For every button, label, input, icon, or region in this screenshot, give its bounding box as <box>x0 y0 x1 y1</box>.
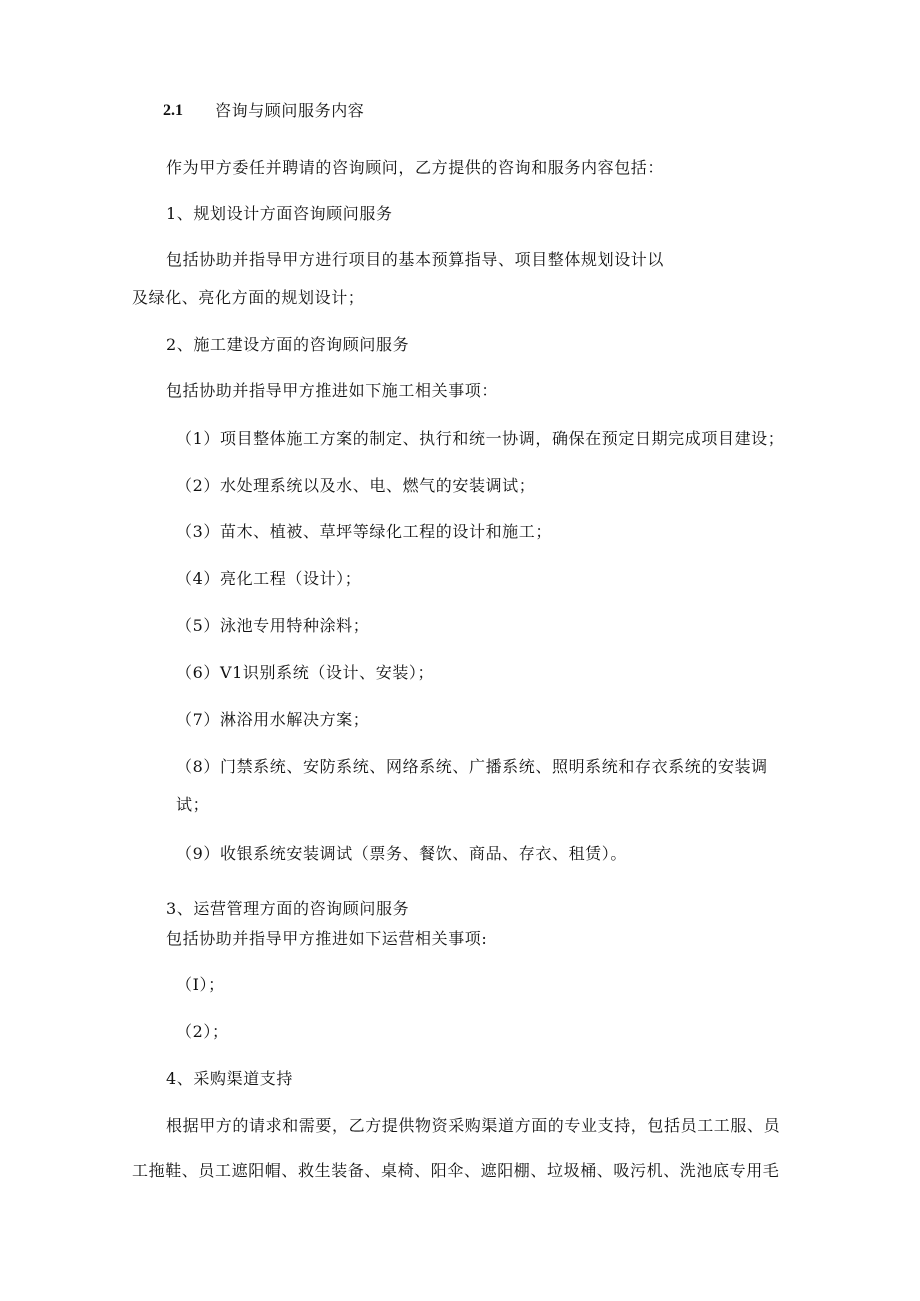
item2-subitem-8: （8）门禁系统、安防系统、网络系统、广播系统、照明系统和存衣系统的安装调 <box>176 757 768 776</box>
item3-heading: 3、运营管理方面的咨询顾问服务 <box>166 899 410 918</box>
item2-subitem-8-cont: 试； <box>176 795 210 814</box>
item3-subitem-1: （I）； <box>176 975 225 994</box>
item1-body-line2: 及绿化、亮化方面的规划设计； <box>132 288 365 307</box>
item2-subitem-1: （1）项目整体施工方案的制定、执行和统一协调，确保在预定日期完成项目建设； <box>176 429 785 448</box>
item1-body-line1: 包括协助并指导甲方进行项目的基本预算指导、项目整体规划设计以 <box>166 250 665 269</box>
item2-subitem-7: （7）淋浴用水解决方案； <box>176 710 370 729</box>
intro-paragraph: 作为甲方委任并聘请的咨询顾问，乙方提供的咨询和服务内容包括： <box>166 158 665 177</box>
item4-body-line1: 根据甲方的请求和需要，乙方提供物资采购渠道方面的专业支持，包括员工工服、员 <box>166 1116 781 1135</box>
item2-subitem-4: （4）亮化工程（设计）； <box>176 569 362 588</box>
section-title: 咨询与顾问服务内容 <box>215 101 365 120</box>
item2-heading: 2、施工建设方面的咨询顾问服务 <box>166 335 410 354</box>
item4-body-line2: 工拖鞋、员工遮阳帽、救生装备、桌椅、阳伞、遮阳棚、垃圾桶、吸污机、洗池底专用毛 <box>132 1161 780 1180</box>
item3-subitem-2: （2）； <box>176 1022 229 1041</box>
item2-subitem-5: （5）泳池专用特种涂料； <box>176 616 370 635</box>
item2-intro: 包括协助并指导甲方推进如下施工相关事项： <box>166 381 499 400</box>
section-number: 2.1 <box>163 102 183 119</box>
item3-intro: 包括协助并指导甲方推进如下运营相关事项: <box>166 929 488 948</box>
item4-heading: 4、采购渠道支持 <box>166 1069 293 1088</box>
item2-subitem-2: （2）水处理系统以及水、电、燃气的安装调试； <box>176 476 536 495</box>
item1-heading: 1、规划设计方面咨询顾问服务 <box>166 204 393 223</box>
item2-subitem-3: （3）苗木、植被、草坪等绿化工程的设计和施工； <box>176 522 552 541</box>
item2-subitem-9: （9）收银系统安装调试（票务、餐饮、商品、存衣、租赁）。 <box>176 844 627 863</box>
item2-subitem-6: （6）V1识别系统（设计、安装）； <box>176 663 435 682</box>
